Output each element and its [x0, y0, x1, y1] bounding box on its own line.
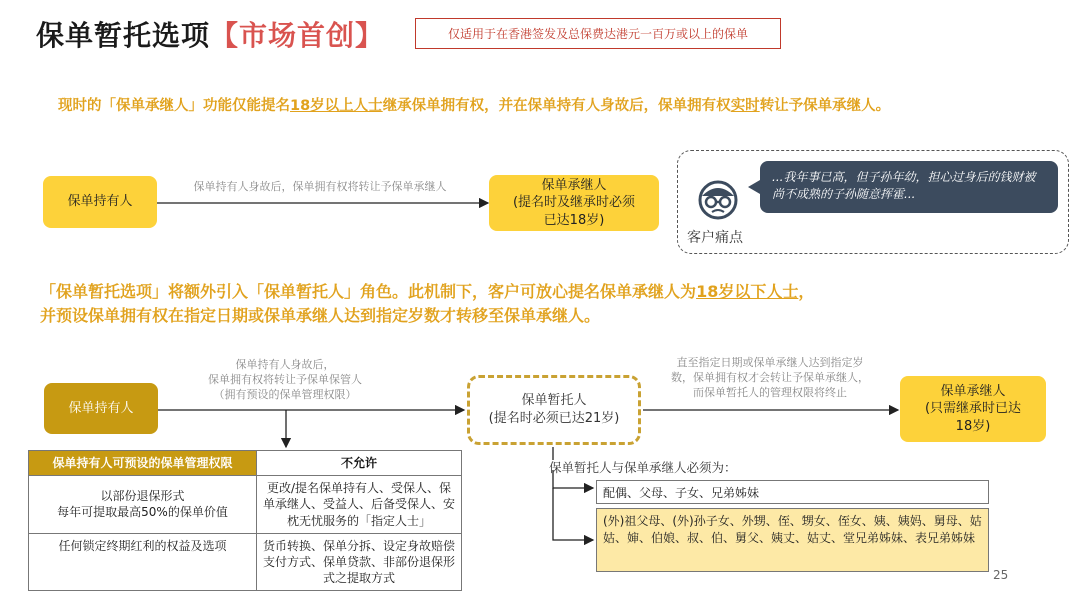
worried-face-icon [696, 178, 740, 222]
allowed-cell: 以部份退保形式 每年可提取最高50%的保单价值 [29, 476, 257, 534]
applicability-note: 仅适用于在香港签发及总保费达港元一百万或以上的保单 [415, 18, 781, 49]
table-row [29, 476, 462, 534]
bubble-tail [748, 180, 760, 194]
denied-cell: 更改/提名保单持有人、受保人、保单承继人、受益人、后备受保人、安枕无忧服务的「指定人士」 [257, 476, 462, 534]
section2-line1: 「保单暂托选项」将额外引入「保单暂托人」角色。此机制下，客户可放心提名保单承继人为18岁以下人士， [40, 282, 815, 301]
table-row [29, 533, 462, 591]
intro-text: 现时的「保单承继人」功能仅能提名18岁以上人士继承保单拥有权，并在保单持有人身故后，保单拥有权实时转让予保单承继人。 [58, 98, 891, 114]
policy-holder-box: 保单持有人 [43, 176, 157, 228]
page-title: 保单暂托选项【市场首创】 [36, 19, 385, 52]
relations-label: 保单暂托人与保单承继人必须为： [549, 460, 737, 475]
custodian-box: 保单暂托人 (提名时必须已达21岁) [467, 375, 641, 445]
permissions-table [28, 450, 462, 591]
arrow-to-relations-2 [553, 488, 593, 540]
relations-group-1: 配偶、父母、子女、兄弟姊妹 [596, 480, 989, 504]
allowed-cell: 任何锁定终期红利的权益及选项 [29, 533, 257, 591]
pain-point-quote: ...我年事已高，但子孙年幼，担心过身后的钱财被尚不成熟的子孙随意挥霍... [760, 161, 1058, 213]
current-flow-label: 保单持有人身故后，保单拥有权将转让予保单承继人 [193, 180, 447, 193]
header-denied: 不允许 [257, 451, 462, 476]
successor-transfer-label: 直至指定日期或保单承继人达到指定岁 数，保单拥有权才会转让予保单承继人， 而保单暂托人的管理权限将终止 [671, 356, 869, 399]
header-allowed: 保单持有人可预设的保单管理权限 [29, 451, 257, 476]
relations-group-2: (外)祖父母、(外)孙子女、外甥、侄、甥女、侄女、姨、姨妈、舅母、姑姑、婶、伯娘、叔、伯、舅父、姨丈、姑丈、堂兄弟姊妹、表兄弟姊妹 [596, 508, 989, 572]
title-highlight: 【市场首创】 [210, 19, 385, 52]
policy-holder-box-new: 保单持有人 [44, 383, 158, 434]
pain-point-label: 客户痛点 [687, 230, 743, 246]
denied-cell: 货币转换、保单分拆、设定身故赔偿支付方式、保单贷款、非部份退保形式之提取方式 [257, 533, 462, 591]
custodian-transfer-label: 保单持有人身故后， 保单拥有权将转让予保单保管人 （拥有预设的保单管理权限） [208, 358, 362, 401]
page-number: 25 [993, 568, 1009, 582]
successor-box-current: 保单承继人 (提名时及继承时必须 已达18岁) [489, 175, 659, 231]
successor-box-new: 保单承继人 (只需继承时已达 18岁) [900, 376, 1046, 442]
table-header-row [29, 451, 462, 476]
section2-line2: 并预设保单拥有权在指定日期或保单承继人达到指定岁数才转移至保单承继人。 [40, 306, 601, 325]
